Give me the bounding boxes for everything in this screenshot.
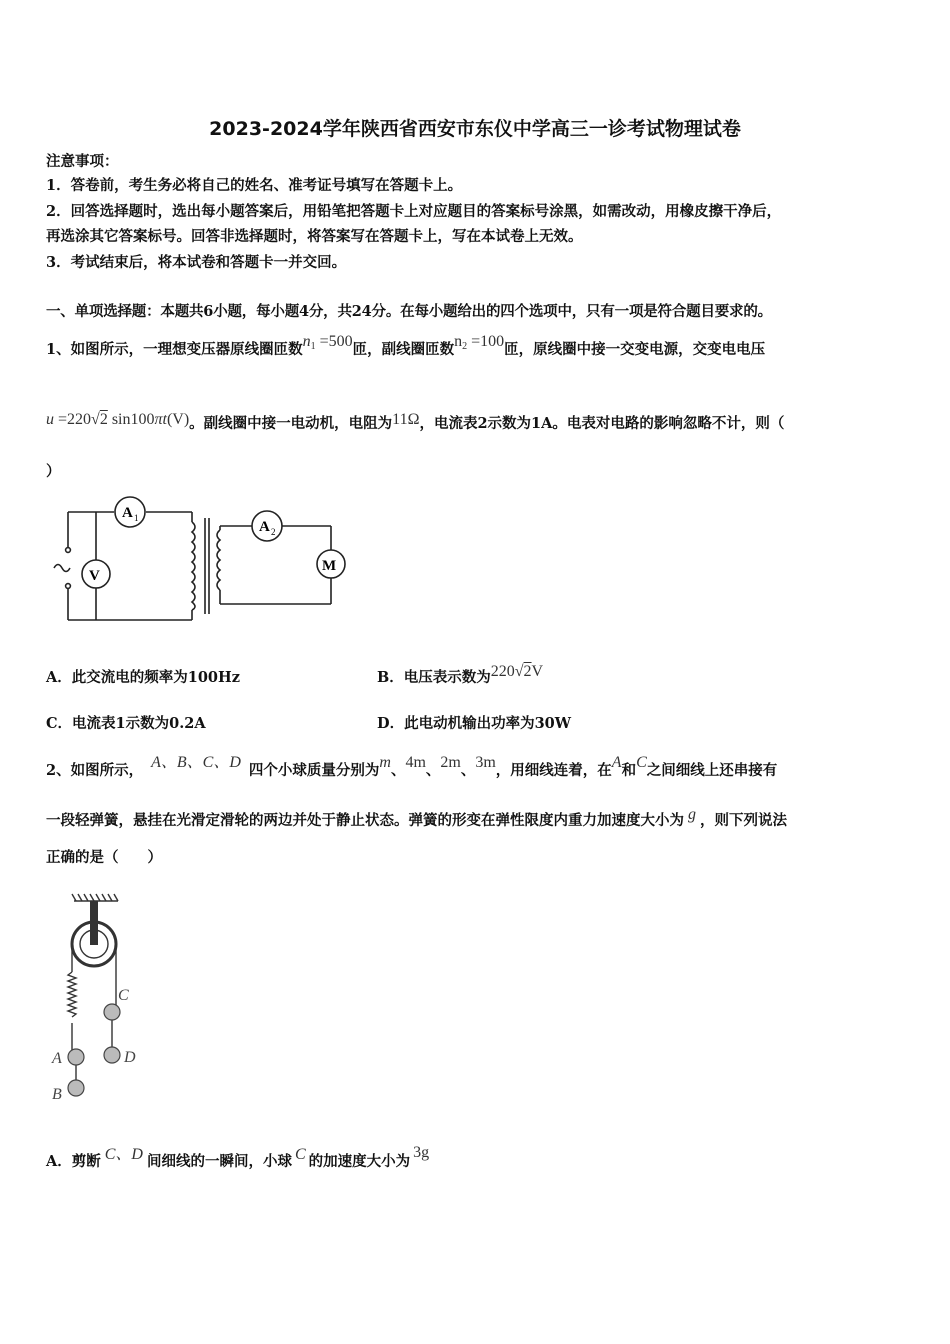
q2-ball-c [636, 754, 647, 771]
q2-sep-1: 、 [390, 762, 406, 779]
q2-ball-c-text: C [636, 754, 647, 771]
page-title: 2023-2024学年陕西省西安市东仪中学高三一诊考试物理试卷 [209, 118, 741, 140]
q2-balls-text: A、B、C、D [151, 754, 241, 771]
transformer-circuit-diagram [48, 492, 358, 626]
q2-line2-b: ，则下列说法 [700, 812, 787, 829]
q1-u-var: u [46, 411, 54, 428]
ammeter-1-sub: 1 [134, 513, 139, 523]
q2-g [684, 806, 700, 823]
q2-mass-2: 4m [405, 754, 426, 771]
q1-text-b: 匝，副线圈匝数 [352, 341, 455, 358]
ammeter-1-label: A [122, 505, 133, 521]
q1-option-b-text: B．电压表示数为 [377, 669, 491, 686]
notice-item-3: 3．考试结束后，将本试卷和答题卡一并交回。 [46, 254, 347, 271]
q2-text-b: 四个小球质量分别为 [248, 762, 380, 779]
q1-text-f: ） [46, 463, 61, 480]
q1-n1-val: =500 [319, 333, 353, 350]
notice-item-1: 1．答卷前，考生务必将自己的姓名、准考证号填写在答题卡上。 [46, 177, 463, 194]
q1-option-d: D．此电动机输出功率为30W [377, 715, 572, 732]
q1-resistance: 11Ω [392, 411, 420, 428]
q1-n1-var: n [302, 333, 311, 350]
q2-text-c: ，用细线连着，在 [495, 762, 612, 779]
q2-g-text: g [688, 806, 696, 823]
ammeter-2-label: A [259, 519, 270, 535]
q1-u-amp: =220 [58, 411, 92, 428]
q2-option-a-text-2: 间细线的一瞬间，小球 [146, 1153, 292, 1170]
q1-option-b [377, 663, 544, 688]
q2-option-a-c-text: C [294, 1146, 306, 1163]
q2-ball-a [612, 754, 622, 771]
label-c: C [118, 987, 129, 1004]
notice-item-2-line-2: 再选涂其它答案标号。回答非选择题时，将答案写在答题卡上，写在本试卷上无效。 [46, 228, 583, 245]
q1-u-pit: πt [154, 411, 167, 428]
q1-n2-expression [454, 333, 504, 350]
q2-ball-a-text: A [611, 754, 622, 771]
q2-text-and: 和 [621, 762, 637, 779]
sqrt-sign: √ [91, 411, 100, 428]
label-a: A [52, 1050, 62, 1067]
q1-u-unit: (V) [166, 411, 190, 428]
q1-n2-val: =100 [471, 333, 505, 350]
q2-mass-1 [379, 754, 391, 771]
motor-label: M [322, 558, 337, 574]
q2-option-a-cd [101, 1146, 147, 1163]
q2-option-a-text-1: A．剪断 [46, 1153, 101, 1170]
label-b: B [52, 1086, 62, 1103]
q1-option-c: C．电流表1示数为0.2A [46, 715, 206, 732]
q2-option-a-text-3: 的加速度大小为 [308, 1153, 411, 1170]
q2-option-a-cd-text: C、D [104, 1146, 143, 1163]
q1-u-sin: sin100 [111, 411, 155, 428]
q2-mass-4: 3m [475, 754, 496, 771]
notice-heading: 注意事项： [46, 153, 119, 170]
q1-n1-expression [303, 333, 353, 350]
question-1-line-2 [46, 411, 785, 434]
q1-n1-sub: 1 [310, 341, 316, 352]
q1-option-a: A．此交流电的频率为100Hz [46, 669, 240, 686]
ball-b [68, 1080, 84, 1096]
question-2-line-3: 正确的是（ ） [46, 849, 162, 866]
q2-text-a: 2、如图所示， [46, 762, 144, 779]
pulley-axle [90, 901, 98, 945]
q1-n2-sub: 2 [462, 341, 468, 352]
q1-text-c: 匝，原线圈中接一交变电源，交变电电压 [504, 341, 766, 358]
sqrt-sign: √ [514, 663, 524, 680]
q2-option-a-c [292, 1146, 309, 1163]
section-1-heading: 一、单项选择题：本题共6小题，每小题4分，共24分。在每小题给出的四个选项中，只有一项是符合题目要求的。 [46, 303, 772, 320]
q2-line2-a: 一段轻弹簧，悬挂在光滑定滑轮的两边并处于静止状态。弹簧的形变在弹性限度内重力加速度大小为 [46, 812, 684, 829]
q2-text-d: 之间细线上还串接有 [646, 762, 778, 779]
ball-d [104, 1047, 120, 1063]
pulley-diagram [40, 892, 150, 1110]
q2-mass-3: 2m [440, 754, 461, 771]
q1-option-b-value [491, 663, 543, 680]
q2-sep-2: 、 [425, 762, 441, 779]
voltmeter-label: V [89, 568, 100, 584]
q2-mass-1-text: m [379, 754, 391, 771]
q2-sep-3: 、 [460, 762, 476, 779]
ball-a [68, 1049, 84, 1065]
question-1-line-1 [46, 333, 766, 365]
q1-text-e: ，电流表2示数为1A。电表对电路的影响忽略不计，则（ [419, 415, 785, 432]
q2-option-a [46, 1144, 430, 1172]
q2-balls [143, 754, 249, 771]
notice-item-2-line-1: 2．回答选择题时，选出每小题答案后，用铅笔把答题卡上对应题目的答案标号涂黑，如需改动，用橡皮擦干净后， [46, 203, 782, 220]
label-d: D [124, 1049, 136, 1066]
q1-n2-var: n [454, 333, 463, 350]
q1-option-b-num: 220 [490, 663, 515, 680]
q1-text-d: 。副线圈中接一电动机，电阻为 [189, 415, 393, 432]
ammeter-2-sub: 2 [271, 527, 276, 537]
q2-option-a-value: 3g [413, 1144, 430, 1161]
question-2-line-1 [46, 754, 778, 781]
ball-c [104, 1004, 120, 1020]
question-2-line-2 [46, 806, 787, 831]
q1-voltage-expression [46, 411, 189, 428]
q1-option-b-sqrt-arg: 2 [523, 663, 532, 680]
q1-text-a: 1、如图所示，一理想变压器原线圈匝数 [46, 341, 303, 358]
q1-option-b-unit: V [531, 663, 544, 680]
q1-u-sqrt-arg: 2 [99, 411, 108, 428]
